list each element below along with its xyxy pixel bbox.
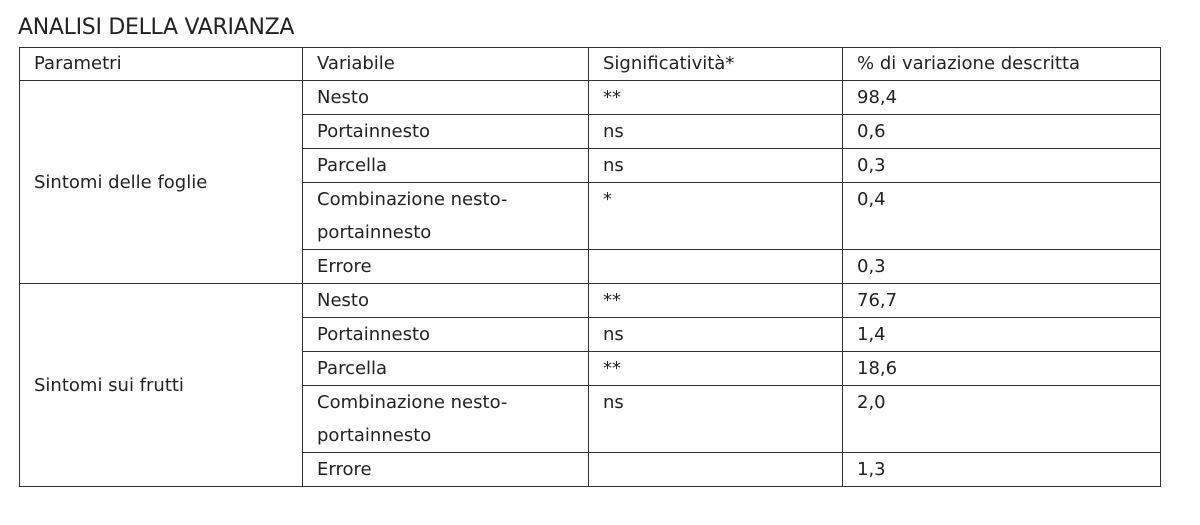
percent-cell: 0,6 — [843, 115, 1161, 149]
variable-cell — [303, 183, 589, 250]
header-parametri: Parametri — [20, 48, 303, 81]
variable-cell: Parcella — [303, 352, 589, 386]
percent-cell: 76,7 — [843, 284, 1161, 318]
percent-cell: 18,6 — [843, 352, 1161, 386]
significance-cell: ns — [589, 115, 843, 149]
table-title: ANALISI DELLA VARIANZA — [18, 15, 295, 40]
percent-cell: 98,4 — [843, 81, 1161, 115]
variable-cell: Nesto — [303, 81, 589, 115]
significance-cell: ** — [589, 284, 843, 318]
variable-cell: Portainnesto — [303, 115, 589, 149]
percent-cell: 2,0 — [843, 386, 1161, 453]
anova-table — [19, 47, 1161, 487]
variable-cell: Portainnesto — [303, 318, 589, 352]
significance-cell: ns — [589, 318, 843, 352]
percent-cell: 0,3 — [843, 250, 1161, 284]
percent-cell: 0,4 — [843, 183, 1161, 250]
variable-text: Combinazione nesto-portainnesto — [317, 189, 508, 243]
table-row — [20, 284, 1161, 318]
header-percent-variazione: % di variazione descritta — [843, 48, 1161, 81]
variable-cell — [303, 386, 589, 453]
significance-cell: ns — [589, 149, 843, 183]
significance-cell: ** — [589, 81, 843, 115]
parameter-cell: Sintomi sui frutti — [20, 284, 303, 487]
percent-cell: 1,4 — [843, 318, 1161, 352]
significance-cell — [589, 453, 843, 487]
significance-cell: ns — [589, 386, 843, 453]
table-row — [20, 81, 1161, 115]
variable-text: Combinazione nesto-portainnesto — [317, 392, 508, 446]
variable-cell: Errore — [303, 250, 589, 284]
header-row — [20, 48, 1161, 81]
variable-cell: Parcella — [303, 149, 589, 183]
variable-cell: Errore — [303, 453, 589, 487]
percent-cell: 1,3 — [843, 453, 1161, 487]
percent-cell: 0,3 — [843, 149, 1161, 183]
significance-cell: * — [589, 183, 843, 250]
parameter-cell: Sintomi delle foglie — [20, 81, 303, 284]
significance-cell — [589, 250, 843, 284]
significance-cell: ** — [589, 352, 843, 386]
header-variabile: Variabile — [303, 48, 589, 81]
header-significativita: Significatività* — [589, 48, 843, 81]
variable-cell: Nesto — [303, 284, 589, 318]
